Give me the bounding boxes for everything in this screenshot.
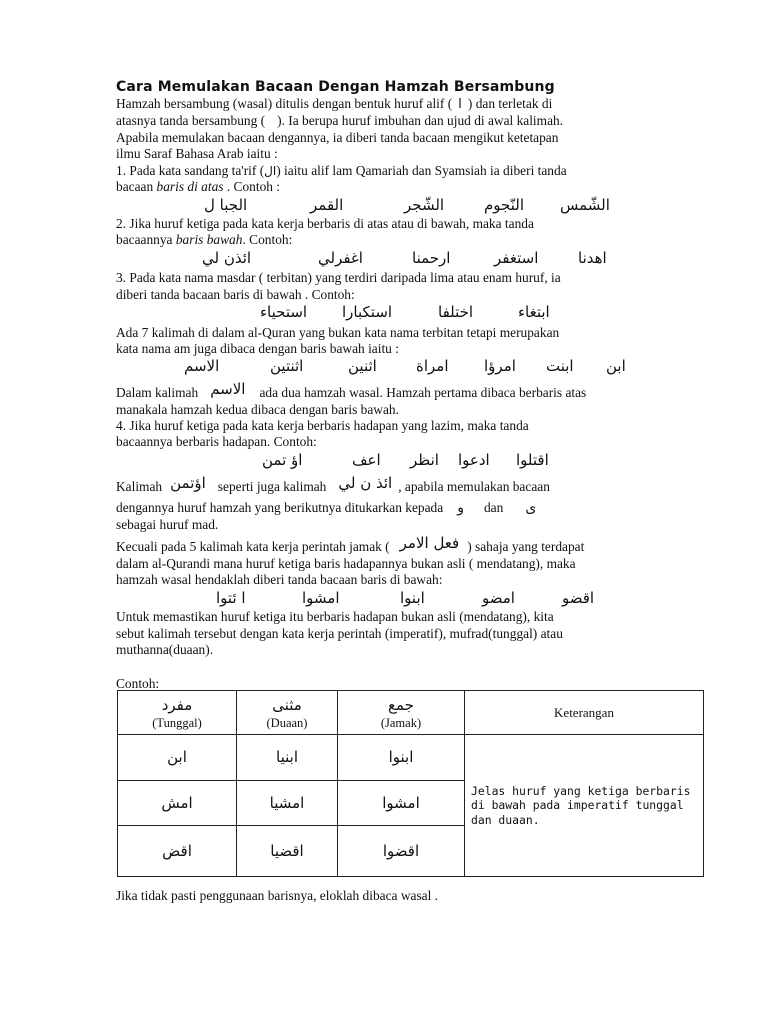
arabic-word: الشّمس (560, 196, 610, 214)
text: 1. Pada kata sandang ta'rif ( (116, 163, 265, 178)
kecuali-line-1 (116, 534, 585, 556)
closing-line: Jika tidak pasti penggunaan barisnya, eloklah dibaca wasal . (116, 888, 439, 903)
arabic-word: اغفرلي (318, 249, 363, 267)
arabic-word: ابنوا (400, 589, 425, 607)
header-latin: (Duaan) (266, 715, 308, 730)
header-arabic: جمع (388, 695, 414, 714)
contoh-label: Contoh: (116, 676, 160, 691)
document-title: Cara Memulakan Bacaan Dengan Hamzah Bersambung (116, 79, 555, 95)
arabic-word: اقضوا (382, 841, 420, 860)
arabic-word: اثنتين (270, 357, 304, 375)
arabic-word: اهدنا (578, 249, 607, 267)
header-cell-duaan (237, 691, 338, 735)
arabic-word: ابنيا (276, 748, 298, 766)
arabic-word: ابتغاء (518, 303, 550, 321)
text: . Contoh : (223, 179, 281, 194)
kecuali-line-2: dalam al-Qurandi mana huruf ketiga baris hadapannya bukan asli ( mendatang), maka (116, 556, 576, 571)
text: ) dan terletak di (467, 96, 553, 111)
arabic-word: ابن (167, 748, 187, 766)
table-header-row (118, 691, 704, 735)
table-note-cell (465, 735, 704, 877)
arabic-word: استحياء (260, 303, 308, 321)
table-cell (237, 826, 338, 877)
arabic-word: ابن (606, 357, 626, 375)
text: Dalam kalimah (116, 385, 199, 400)
rule3-line-2: diberi tanda bacaan baris di bawah . Contoh: (116, 287, 355, 302)
intro-line-2 (116, 113, 563, 130)
arabic-word: الاسم (210, 380, 246, 398)
text: Kecuali pada 5 kalimah kata kerja perintah jamak ( (116, 539, 390, 554)
arabic-word: امرؤا (484, 357, 516, 375)
arabic-word: اؤ تمن (262, 451, 303, 469)
text: bacaannya (116, 232, 176, 247)
arabic-word: اقضيا (270, 841, 304, 860)
arabic-word: انظر (410, 451, 439, 469)
arabic-word: الاسم (184, 357, 220, 375)
arabic-word: النّجوم (484, 196, 524, 214)
arabic-word: امشوا (302, 589, 340, 607)
arabic-word: ائذن لي (202, 249, 252, 267)
arabic-word: امشيا (269, 793, 305, 812)
header-latin: (Tunggal) (152, 715, 202, 730)
table-cell (338, 826, 465, 877)
arabic-word: الشّجر (404, 196, 445, 214)
table-cell (118, 826, 237, 877)
rule2-line-2 (116, 232, 292, 249)
rule1-line-2 (116, 179, 280, 196)
rule3-line-1: 3. Pada kata nama masdar ( terbitan) yang terdiri daripada lima atau enam huruf, ia (116, 270, 561, 285)
arabic-word: امضو (482, 589, 515, 607)
text: ada dua hamzah wasal. Hamzah pertama dibaca berbaris atas (259, 385, 587, 400)
arabic-word: ادعوا (458, 451, 490, 469)
kalimah-line-3: sebagai huruf mad. (116, 517, 219, 532)
text: bacaan (116, 179, 157, 194)
dalam-line-1 (116, 380, 587, 402)
untuk-line-2: sebut kalimah tersebut dengan kata kerja perintah (imperatif), mufrad(tunggal) atau (116, 626, 563, 641)
text: Kalimah (116, 479, 163, 494)
arabic-letter: و (457, 500, 464, 516)
emphasis: baris di atas (156, 179, 224, 194)
arabic-word: الجبا ل (204, 196, 248, 214)
arabic-word: امش (161, 793, 193, 812)
dalam-line-2: manakala hamzah kedua dibaca dengan baris bawah. (116, 402, 399, 417)
arabic-word: اعف (352, 451, 381, 469)
alif-glyph: ا (458, 97, 462, 112)
text: atasnya tanda bersambung ( (116, 113, 266, 128)
text: dengannya huruf hamzah yang berikutnya ditukarkan kepada (116, 500, 444, 515)
header-cell-jamak (338, 691, 465, 735)
note-line: Jelas huruf yang ketiga berbaris (471, 783, 691, 798)
al-glyph: ال (264, 164, 277, 178)
arabic-word: اثنين (348, 357, 377, 375)
text: seperti juga kalimah (217, 479, 327, 494)
arabic-word: اقضو (562, 589, 595, 607)
arabic-word: امراة (416, 357, 449, 375)
arabic-word: ابنوا (388, 748, 414, 766)
untuk-line-1: Untuk memastikan huruf ketiga itu berbaris hadapan bukan asli (mendatang), kita (116, 609, 554, 624)
text: Hamzah bersambung (wasal) ditulis dengan bentuk huruf alif ( (116, 96, 453, 111)
arabic-word: ا ئتوا (216, 589, 246, 607)
text: , apabila memulakan bacaan (398, 479, 550, 494)
rule4-line-2: bacaannya berbaris hadapan. Contoh: (116, 434, 317, 449)
table-cell (338, 735, 465, 781)
arabic-word: القمر (310, 196, 344, 214)
text: dan (483, 500, 504, 515)
intro-line-3: Apabila memulakan bacaan dengannya, ia diberi tanda bacaan mengikut ketetapan (116, 130, 559, 145)
table-cell (118, 781, 237, 826)
text: . Contoh: (242, 232, 293, 247)
header-cell-keterangan (465, 691, 704, 735)
header-latin: (Jamak) (380, 715, 422, 730)
seven-line-2: kata nama am juga dibaca dengan baris bawah iaitu : (116, 341, 399, 356)
arabic-word: ائذ ن لي (338, 474, 393, 492)
text: ) sahaja yang terdapat (467, 539, 585, 554)
intro-line-4: ilmu Saraf Bahasa Arab iaitu : (116, 146, 278, 161)
kecuali-line-3: hamzah wasal hendaklah diberi tanda bacaan baris di bawah: (116, 572, 443, 587)
kalimah-line-2 (116, 500, 536, 517)
note-line: di bawah pada imperatif tunggal (471, 798, 684, 813)
header-keterangan: Keterangan (554, 704, 614, 720)
table-cell (237, 781, 338, 826)
arabic-word: استكبارا (342, 303, 393, 321)
arabic-word: ارحمنا (412, 249, 451, 267)
header-cell-tunggal (118, 691, 237, 735)
rule1-line-1 (116, 163, 567, 180)
seven-line-1: Ada 7 kalimah di dalam al-Quran yang bukan kata nama terbitan tetapi merupakan (116, 325, 560, 340)
rule4-line-1: 4. Jika huruf ketiga pada kata kerja berbaris hadapan yang lazim, maka tanda (116, 418, 529, 433)
untuk-line-3: muthanna(duaan). (116, 642, 214, 657)
arabic-letter: ى (525, 500, 537, 516)
table-cell (118, 735, 237, 781)
arabic-word: اختلفا (438, 303, 474, 321)
kalimah-line-1 (116, 474, 550, 496)
arabic-word: اقتلوا (516, 451, 549, 469)
text: ). Ia berupa huruf imbuhan dan ujud di awal kalimah. (277, 113, 564, 128)
header-arabic: مثنى (272, 695, 302, 714)
arabic-word: اؤتمن (170, 474, 206, 492)
arabic-word: ابنت (546, 357, 574, 375)
arabic-word: امشوا (382, 793, 420, 812)
arabic-word: فعل الامر (399, 534, 460, 552)
emphasis: baris bawah (175, 232, 243, 247)
arabic-word: اقض (162, 841, 192, 860)
intro-line-1 (116, 96, 552, 114)
text: ) iaitu alif lam Qamariah dan Syamsiah ia diberi tanda (276, 163, 567, 178)
table-row (118, 735, 704, 781)
conjugation-table (117, 690, 704, 877)
note-line: dan duaan. (471, 812, 540, 827)
table-cell (338, 781, 465, 826)
rule2-line-1: 2. Jika huruf ketiga pada kata kerja berbaris di atas atau di bawah, maka tanda (116, 216, 534, 231)
header-arabic: مفرد (161, 695, 193, 714)
arabic-word: استغفر (494, 249, 539, 267)
table-cell (237, 735, 338, 781)
